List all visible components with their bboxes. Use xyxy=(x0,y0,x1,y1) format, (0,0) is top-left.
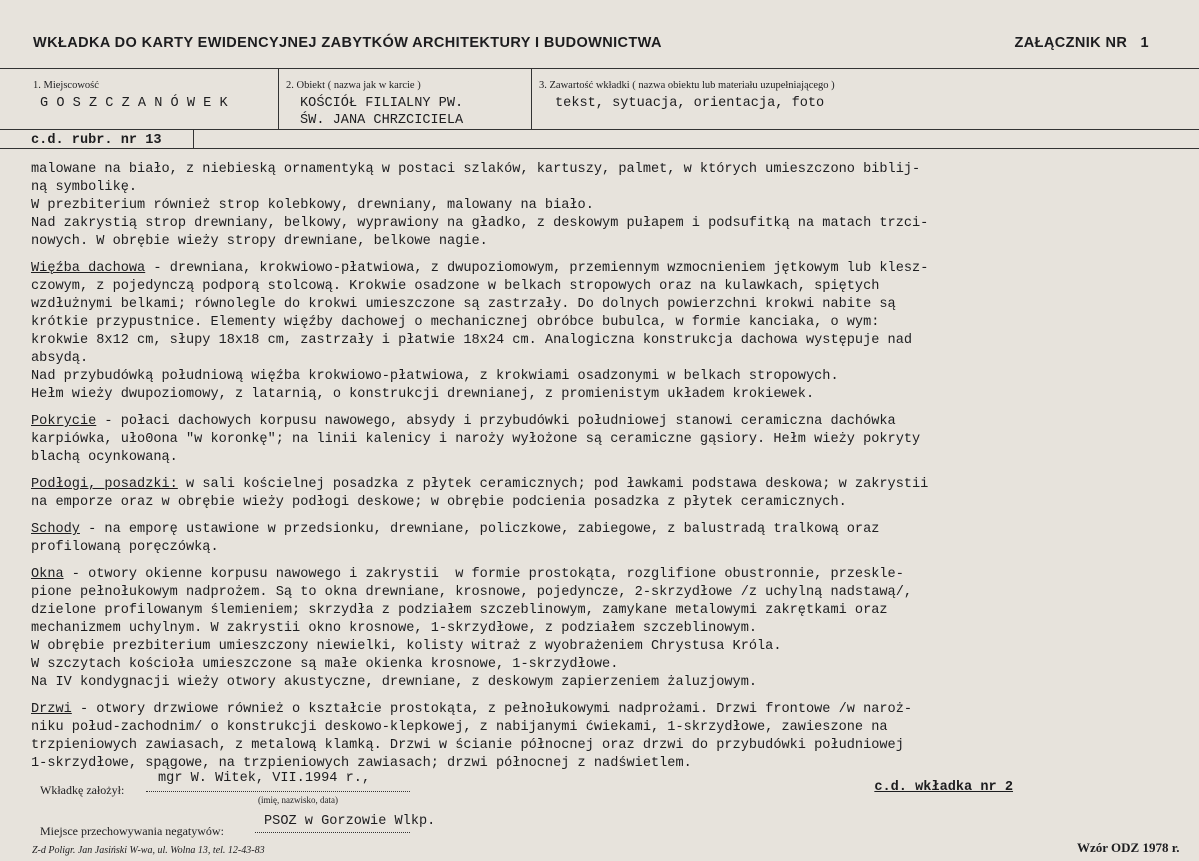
section-heading: Schody xyxy=(31,522,80,537)
text-line: Hełm wieży dwupoziomowy, z latarnią, o konstrukcji drewnianej, z promienistym układem krokiewek. xyxy=(31,387,815,402)
text-line: karpiówka, uło0ona "w koronkę"; na linii kalenicy i naroży wyłożone są ceramiczne gąsiory. Hełm wieży pokryty xyxy=(31,432,921,447)
field-2-value-line2: ŚW. JANA CHRZCICIELA xyxy=(300,113,464,128)
continued-on-note: c.d. wkładka nr 2 xyxy=(874,780,1014,795)
text-line: W szczytach kościoła umieszczone są małe okienka krosnowe, 1-skrzydłowe. xyxy=(31,657,619,672)
section-floors xyxy=(31,476,1181,512)
text-line: blachą ocynkowaną. xyxy=(31,450,178,465)
text-line: wzdłużnymi belkami; równolegle do krokwi umieszczone są zastrzały. Do dolnych powierzchni krokwi nabite są xyxy=(31,297,896,312)
negatives-value: PSOZ w Gorzowie Wlkp. xyxy=(264,814,436,829)
negatives-label: Miejsce przechowywania negatywów: xyxy=(40,824,224,838)
text-line: nowych. W obrębie wieży stropy drewniane, belkowe nagie. xyxy=(31,234,488,249)
field-divider-1 xyxy=(278,68,279,130)
text-line: absydą. xyxy=(31,351,89,366)
section-windows xyxy=(31,566,1181,692)
continuation-divider xyxy=(193,129,194,149)
text-line: pione pełnołukowym nadprożem. Są to okna drewniane, krosnowe, pojedyncze, 2-skrzydłowe /z uchylną nadstawą/, xyxy=(31,585,913,600)
field-3-value: tekst, sytuacja, orientacja, foto xyxy=(555,96,825,111)
text-line: na emporze oraz w obrębie wieży podłogi deskowe; w obrębie podcienia posadzka z płytek ceramicznych. xyxy=(31,495,847,510)
text-line: 1-skrzydłowe, spągowe, na trzpieniowych zawiasach; drzwi północnej z nadświetlem. xyxy=(31,756,692,771)
text-line: krokwie 8x12 cm, słupy 18x18 cm, zastrzały i płatwie 18x24 cm. Analogiczna konstrukcja dachowa występuje nad xyxy=(31,333,913,348)
author-label: Wkładkę założył: xyxy=(40,783,125,797)
text-line: ną symbolikę. xyxy=(31,180,138,195)
text-line: Nad zakrystią strop drewniany, belkowy, wyprawiony na gładko, z deskowym pułapem i podsufitką na matach trzci- xyxy=(31,216,929,231)
text-line: dzielone profilowanym ślemieniem; skrzydła z podziałem szczeblinowym, zamykane metalowymi zakrętkami oraz xyxy=(31,603,888,618)
text-line: Więźba dachowa - drewniana, krokwiowo-płatwiowa, z dwupoziomowym, przemiennym wzmocnieniem jętkowym lub klesz- xyxy=(31,261,929,276)
author-dotted-line xyxy=(146,791,410,792)
section-heading: Więźba dachowa xyxy=(31,261,146,276)
author-hint: (imię, nazwisko, data) xyxy=(258,795,338,805)
field-1-value: G O S Z C Z A N Ó W E K xyxy=(40,96,228,111)
continuation-note: c.d. rubr. nr 13 xyxy=(31,133,162,148)
text-line: W prezbiterium również strop kolebkowy, drewniany, malowany na biało. xyxy=(31,198,594,213)
text-line: Okna - otwory okienne korpusu nawowego i zakrystii w formie prostokąta, rozglifione obustronnie, przeskle- xyxy=(31,567,904,582)
text-line: Schody - na emporę ustawione w przedsionku, drewniane, policzkowe, zabiegowe, z balustradą tralkową oraz xyxy=(31,522,880,537)
author-value: mgr W. Witek, VII.1994 r., xyxy=(158,771,371,786)
text-line: W obrębie prezbiterium umieszczony niewielki, kolisty witraż z wyobrażeniem Chrystusa Króla. xyxy=(31,639,782,654)
description-body xyxy=(31,161,1181,773)
form-identifier: Wzór ODZ 1978 r. xyxy=(1077,840,1180,855)
text-line: Podłogi, posadzki: w sali kościelnej posadzka z płytek ceramicznych; pod ławkami podstawa deskowa; w zakrystii xyxy=(31,477,929,492)
text-line: Nad przybudówką południową więźba krokwiowo-płatwiowa, z krokwiami osadzonymi w belkach stropowych. xyxy=(31,369,839,384)
section-heading: Drzwi xyxy=(31,702,72,717)
field-2-label: 2. Obiekt ( nazwa jak w karcie ) xyxy=(286,80,421,91)
field-3-label: 3. Zawartość wkładki ( nazwa obiektu lub materiału uzupełniającego ) xyxy=(539,80,835,91)
field-divider-2 xyxy=(531,68,532,130)
text-line: krótkie przypustnice. Elementy więźby dachowej o mechanicznej obróbce bubulca, w formie kanciaka, o wym: xyxy=(31,315,880,330)
section-heading: Okna xyxy=(31,567,64,582)
text-line: niku połud-zachodnim/ o konstrukcji deskowo-klepkowej, z nabijanymi ćwiekami, 1-skrzydłowe, zawieszone na xyxy=(31,720,888,735)
frame-top-line xyxy=(0,68,1199,69)
section-roofing xyxy=(31,413,1181,467)
section-roof-truss xyxy=(31,260,1181,404)
attachment-number: ZAŁĄCZNIK NR 1 xyxy=(1014,35,1149,51)
text-line: profilowaną poręczówką. xyxy=(31,540,219,555)
form-title: WKŁADKA DO KARTY EWIDENCYJNEJ ZABYTKÓW ARCHITEKTURY I BUDOWNICTWA xyxy=(33,35,662,51)
frame-continuation-line xyxy=(0,148,1199,149)
section-stairs xyxy=(31,521,1181,557)
section-heading: Pokrycie xyxy=(31,414,97,429)
field-2-value-line1: KOŚCIÓŁ FILIALNY PW. xyxy=(300,96,464,111)
printer-info: Z-d Poligr. Jan Jasiński W-wa, ul. Wolna 13, tel. 12-43-83 xyxy=(32,845,265,856)
text-line: Pokrycie - połaci dachowych korpusu nawowego, absydy i przybudówki południowej stanowi ceramiczna dachówka xyxy=(31,414,896,429)
frame-fields-bottom-line xyxy=(0,129,1199,130)
field-1-label: 1. Miejscowość xyxy=(33,80,99,91)
text-line: malowane na biało, z niebieską ornamentyką w postaci szlaków, kartuszy, palmet, w których umieszczono biblij- xyxy=(31,162,921,177)
section-heading: Podłogi, posadzki: xyxy=(31,477,178,492)
text-line: Na IV kondygnacji wieży otwory akustyczne, drewniane, z deskowym zapierzeniem żaluzjowym. xyxy=(31,675,758,690)
negatives-dotted-line xyxy=(255,832,410,833)
text-line: mechanizmem uchylnym. W zakrystii okno krosnowe, 1-skrzydłowe, z podziałem szczeblinowym. xyxy=(31,621,758,636)
text-line: czowym, z pojedynczą podporą stolcową. Krokwie osadzone w belkach stropowych oraz na kulawkach, spiętych xyxy=(31,279,880,294)
text-line: Drzwi - otwory drzwiowe również o kształcie prostokąta, z pełnołukowymi nadprożami. Drzwi frontowe /w naroż- xyxy=(31,702,913,717)
text-line: trzpieniowych zawiasach, z metalową klamką. Drzwi w ścianie północnej oraz drzwi do przybudówki południowej xyxy=(31,738,904,753)
section-ceilings xyxy=(31,161,1181,251)
